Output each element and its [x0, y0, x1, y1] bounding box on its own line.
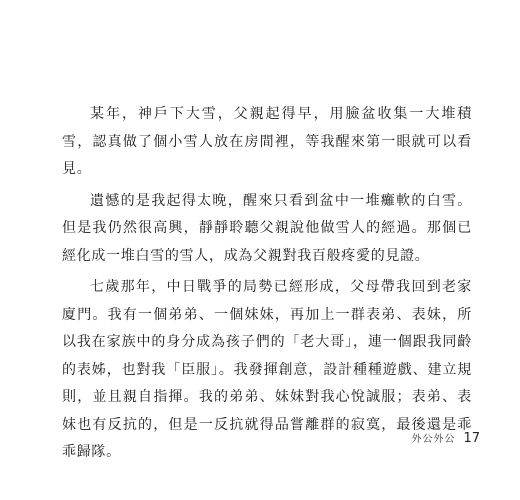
paragraph-snow: 某年，神戶下大雪，父親起得早，用臉盆收集一大堆積雪，認真做了個小雪人放在房間裡，等我醒來第一眼就可以看見。 — [62, 106, 472, 177]
page-number: 17 — [463, 431, 480, 446]
body-text — [62, 101, 472, 471]
paragraph-age-seven: 七歲那年，中日戰爭的局勢已經形成，父母帶我回到老家廈門。我有一個弟弟、一個妹妹，再加上一群表弟、表妹，所以我在家族中的身分成為孩子們的「老大哥」，連一個跟我同齡的表姊，也對我「臣服」。我發揮創意，設計種種遊戲、建立規則，並且親自指揮。我的弟弟、妹妹對我心悅誠服；表弟、表妹也有反抗的，但是一反抗就得品嘗離群的寂寞，最後還是乖乖歸隊。 — [62, 279, 472, 460]
paragraph-melted-snowman: 遺憾的是我起得太晚，醒來只看到盆中一堆癱軟的白雪。但是我仍然很高興，靜靜聆聽父親說他做雪人的經過。那個已經化成一堆白雪的雪人，成為父親對我百般疼愛的見證。 — [62, 192, 472, 264]
page-footer — [411, 430, 480, 446]
running-title: 外公外公 — [411, 434, 456, 445]
